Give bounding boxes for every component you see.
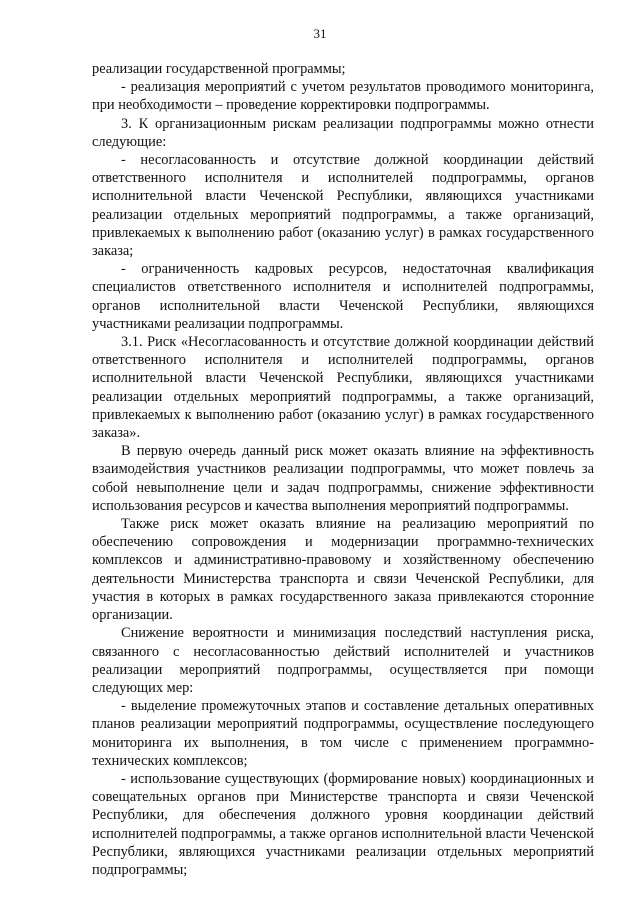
paragraph: 3. К организационным рискам реализации подпрограммы можно отнести следующие: <box>92 115 594 150</box>
paragraph: - реализация мероприятий с учетом результатов проводимого мониторинга, при необходимости – проведение корректировки подпрограммы. <box>92 79 594 114</box>
document-body <box>92 60 594 879</box>
paragraph: В первую очередь данный риск может оказать влияние на эффективность взаимодействия участников реализации подпрограммы, что может повлечь за собой невыполнение цели и задач подпрограммы, снижение эффективности использования ресурсов и качества выполнения мероприятий подпрограммы. <box>92 443 594 514</box>
page-number: 31 <box>313 26 327 41</box>
paragraph: - несогласованность и отсутствие должной координации действий ответственного исполнителя и исполнителей подпрограммы, органов исполнительной власти Чеченской Республики, являющихся участниками реализации отдельных мероприятий подпрограммы, а также организаций, привлекаемых к выполнению работ (оказанию услуг) в рамках государственного заказа; <box>92 152 594 260</box>
paragraph: 3.1. Риск «Несогласованность и отсутствие должной координации действий ответственного исполнителя и исполнителей подпрограммы, органов исполнительной власти Чеченской Республики, являющихся участниками реализации отдельных мероприятий подпрограммы, а также организаций, привлекаемых к выполнению работ (оказанию услуг) в рамках государственного заказа». <box>92 334 594 442</box>
paragraph: Снижение вероятности и минимизация последствий наступления риска, связанного с несогласованностью действий исполнителей и участников реализации мероприятий подпрограммы, осуществляется при помощи следующих мер: <box>92 625 594 696</box>
paragraph: Также риск может оказать влияние на реализацию мероприятий по обеспечению сопровождения и модернизации программно-технических комплексов и административно-правовому и хозяйственному обеспечению деятельности Министерства транспорта и связи Чеченской Республики, для участия в которых в рамках государственного заказа привлекаются сторонние организации. <box>92 516 594 624</box>
paragraph: - ограниченность кадровых ресурсов, недостаточная квалификация специалистов ответственного исполнителя и исполнителей подпрограммы, органов исполнительной власти Чеченской Республики, являющихся участниками реализации подпрограммы. <box>92 261 594 332</box>
paragraph-continuation: реализации государственной программы; <box>92 61 346 77</box>
paragraph: - выделение промежуточных этапов и составление детальных оперативных планов реализации мероприятий подпрограммы, осуществление последующего мониторинга их выполнения, в том числе с применением программно-технических комплексов; <box>92 698 594 769</box>
paragraph: - использование существующих (формирование новых) координационных и совещательных органов при Министерстве транспорта и связи Чеченской Республики, для обеспечения должного уровня координации действий исполнителей подпрограммы, а также органов исполнительной власти Чеченской Республики, являющихся участниками реализации отдельных мероприятий подпрограммы; <box>92 770 594 878</box>
